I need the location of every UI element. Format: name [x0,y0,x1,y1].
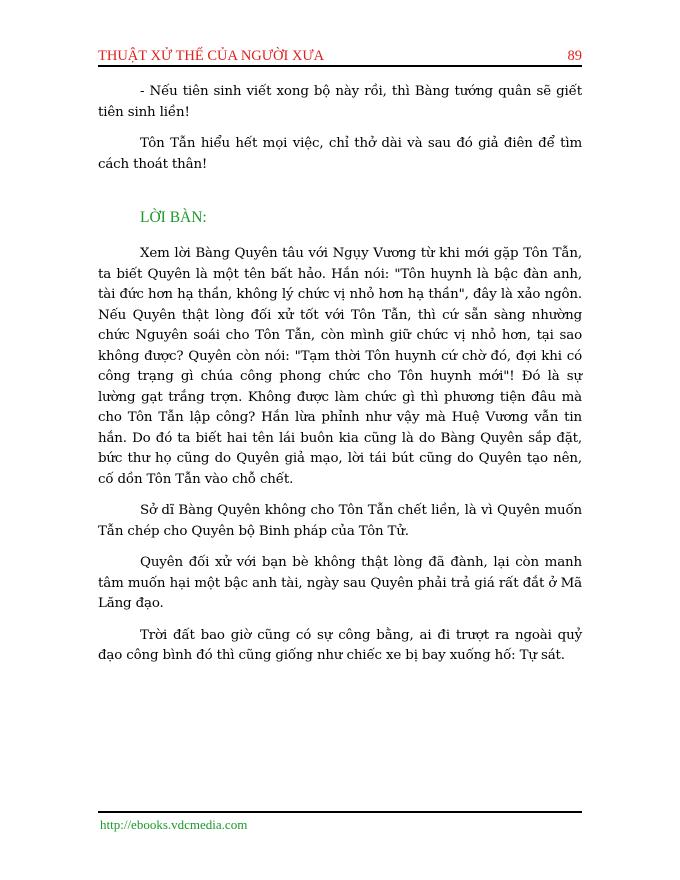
paragraph: Trời đất bao giờ cũng có sự công bằng, ai đi trượt ra ngoài quỷ đạo công bình đó thì cũng giống như chiếc xe bị bay xuống hố: Tự sát. [98,627,582,663]
paragraph: Tôn Tẫn hiểu hết mọi việc, chỉ thở dài và sau đó giả điên để tìm cách thoát thân! [98,136,582,172]
book-title: THUẬT XỬ THẾ CỦA NGƯỜI XƯA [98,48,325,64]
footer-divider [98,811,582,813]
paragraph: Sở dĩ Bàng Quyên không cho Tôn Tẫn chết liền, là vì Quyên muốn Tẫn chép cho Quyên bộ Binh pháp của Tôn Tử. [98,503,582,539]
document-page [98,0,582,880]
page-header [98,48,582,66]
body-text [98,82,582,678]
paragraph: Quyên đối xử với bạn bè không thật lòng đã đành, lại còn manh tâm muốn hại một bậc anh tài, ngày sau Quyên phải trả giá rất đắt ở Mã Lăng đạo. [98,555,582,611]
paragraph: Xem lời Bàng Quyên tâu với Ngụy Vương từ khi mới gặp Tôn Tẫn, ta biết Quyên là một tên bất hảo. Hắn nói: "Tôn huynh là bậc đàn anh, tài đức hơn hạ thần, không lý chức vị nhỏ hơn hạ thần", đây là xảo ngôn. Nếu Quyên thật lòng đối xử tốt với Tôn Tẫn, thì cứ sẵn sàng nhường chức Nguyên soái cho Tôn Tẫn, còn mình giữ chức vị nhỏ hơn, tại sao không được? Quyên còn nói: "Tạm thời Tôn huynh cứ chờ đó, đợi khi có công trạng gì chúa công phong chức cho Tôn huynh mới"! Đó là sự lường gạt trắng trợn. Không được làm chức gì thì phương tiện đâu mà cho Tôn Tẫn lập công? Hắn lừa phỉnh như vậy mà Huệ Vương vẫn tin hắn. Do đó ta biết hai tên lái buôn kia cũng là do Bàng Quyên sắp đặt, bức thư họ cũng do Quyên giả mạo, lời tái bút cũng do Quyên tạo nên, cố dồn Tôn Tẫn vào chỗ chết. [98,246,582,487]
paragraph: - Nếu tiên sinh viết xong bộ này rồi, thì Bàng tướng quân sẽ giết tiên sinh liền! [98,84,582,120]
footer-website-link[interactable]: http://ebooks.vdcmedia.com [100,817,248,832]
page-number: 89 [567,48,582,64]
header-divider [98,65,582,67]
section-heading: LỜI BÀN: [140,209,207,226]
